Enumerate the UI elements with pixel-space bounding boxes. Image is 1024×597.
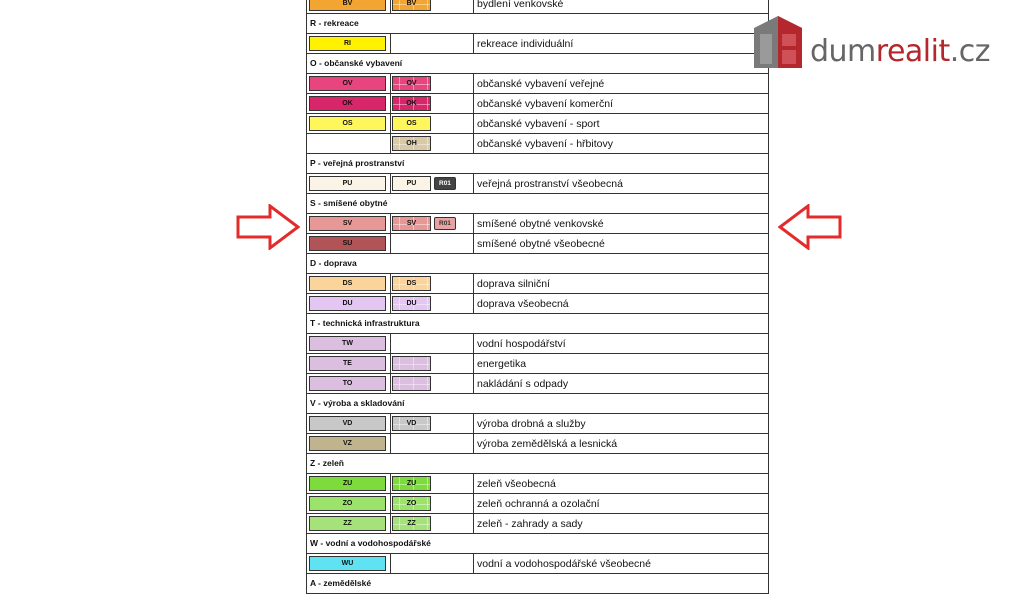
brand-wordmark (810, 34, 990, 69)
code-cell-primary (307, 34, 391, 53)
code-cell-secondary (390, 374, 474, 393)
legend-description: zeleň všeobecná (477, 478, 556, 490)
color-swatch-hatched: SV (392, 216, 431, 231)
code-cell-primary (307, 514, 391, 533)
color-swatch: OV (309, 76, 386, 91)
code-cell-primary (307, 554, 391, 573)
legend-row (307, 34, 768, 54)
code-cell-primary (307, 434, 391, 453)
legend-row (307, 94, 768, 114)
code-cell-secondary (390, 554, 474, 573)
code-cell-primary (307, 0, 391, 13)
section-title: R - rekreace (310, 18, 359, 28)
legend-description: doprava všeobecná (477, 298, 569, 310)
legend-description: bydlení venkovské (477, 0, 564, 10)
legend-description: vodní a vodohospodářské všeobecné (477, 558, 651, 570)
color-swatch: BV (309, 0, 386, 11)
code-cell-secondary (390, 414, 474, 433)
arrow-left-icon (778, 204, 842, 250)
section-title: A - zemědělské (310, 578, 372, 588)
legend-row (307, 234, 768, 254)
color-swatch: TO (309, 376, 386, 391)
code-cell-primary (307, 474, 391, 493)
color-swatch: RI (309, 36, 386, 51)
legend-description: nakládání s odpady (477, 378, 569, 390)
legend-description: zeleň ochranná a ozolační (477, 498, 600, 510)
color-swatch-hatched (392, 376, 431, 391)
code-cell-secondary (390, 274, 474, 293)
color-swatch-hatched: OH (392, 136, 431, 151)
color-swatch-hatched: PU (392, 176, 431, 191)
color-swatch-hatched: OV (392, 76, 431, 91)
code-cell-secondary (390, 174, 474, 193)
legend-description: občanské vybavení - sport (477, 118, 600, 130)
legend-description: rekreace individuální (477, 38, 574, 50)
section-row (307, 534, 768, 554)
color-swatch: ZZ (309, 516, 386, 531)
color-swatch-hatched: ZZ (392, 516, 431, 531)
code-cell-primary (307, 214, 391, 233)
house-logo-icon (752, 14, 804, 70)
brand-part-2: realit (875, 34, 950, 69)
color-swatch: OS (309, 116, 386, 131)
code-cell-secondary (390, 474, 474, 493)
code-cell-secondary (390, 134, 474, 153)
code-cell-secondary (390, 334, 474, 353)
code-cell-secondary (390, 494, 474, 513)
code-cell-primary (307, 234, 391, 253)
code-cell-secondary (390, 514, 474, 533)
color-swatch: VD (309, 416, 386, 431)
code-cell-secondary (390, 294, 474, 313)
color-swatch-hatched: DS (392, 276, 431, 291)
color-swatch: WU (309, 556, 386, 571)
code-cell-primary (307, 354, 391, 373)
color-swatch: OK (309, 96, 386, 111)
legend-description: smíšené obytné venkovské (477, 218, 604, 230)
section-row (307, 314, 768, 334)
code-cell-secondary (390, 74, 474, 93)
legend-description: výroba zemědělská a lesnická (477, 438, 618, 450)
legend-row (307, 0, 768, 14)
legend-description: občanské vybavení - hřbitovy (477, 138, 613, 150)
legend-row (307, 474, 768, 494)
legend-description: vodní hospodářství (477, 338, 566, 350)
color-swatch: DU (309, 296, 386, 311)
arrow-right-icon (236, 204, 300, 250)
legend-row (307, 74, 768, 94)
section-title: P - veřejná prostranství (310, 158, 405, 168)
section-title: S - smíšené obytné (310, 198, 388, 208)
legend-description: smíšené obytné všeobecné (477, 238, 605, 250)
section-row (307, 54, 768, 74)
legend-row (307, 514, 768, 534)
legend-description: občanské vybavení komerční (477, 98, 613, 110)
dumrealit-logo[interactable] (752, 14, 1010, 76)
color-swatch: TW (309, 336, 386, 351)
color-swatch-hatched: OS (392, 116, 431, 131)
section-row (307, 254, 768, 274)
color-swatch: PU (309, 176, 386, 191)
code-cell-secondary (390, 94, 474, 113)
code-cell-primary (307, 494, 391, 513)
section-row (307, 454, 768, 474)
legend-row (307, 214, 768, 234)
code-cell-primary (307, 114, 391, 133)
legend-description: výroba drobná a služby (477, 418, 586, 430)
color-swatch: DS (309, 276, 386, 291)
section-title: O - občanské vybavení (310, 58, 403, 68)
color-swatch: TE (309, 356, 386, 371)
regulation-tag: R01 (434, 217, 456, 230)
legend-row (307, 354, 768, 374)
color-swatch-hatched: OK (392, 96, 431, 111)
section-row (307, 394, 768, 414)
section-row (307, 14, 768, 34)
color-swatch-hatched: ZO (392, 496, 431, 511)
legend-row (307, 174, 768, 194)
brand-part-3: .cz (949, 34, 991, 69)
section-row (307, 154, 768, 174)
code-cell-primary (307, 374, 391, 393)
color-swatch-hatched: ZU (392, 476, 431, 491)
color-swatch-hatched: DU (392, 296, 431, 311)
code-cell-secondary (390, 234, 474, 253)
legend-description: zeleň - zahrady a sady (477, 518, 583, 530)
legend-row (307, 134, 768, 154)
section-row (307, 574, 768, 594)
code-cell-primary (307, 274, 391, 293)
legend-description: doprava silniční (477, 278, 550, 290)
code-cell-secondary (390, 34, 474, 53)
color-swatch-hatched: BV (392, 0, 431, 11)
color-swatch-hatched (392, 356, 431, 371)
section-title: Z - zeleň (310, 458, 345, 468)
legend-table (306, 0, 769, 594)
legend-row (307, 334, 768, 354)
section-row (307, 194, 768, 214)
legend-row (307, 554, 768, 574)
code-cell-primary (307, 414, 391, 433)
color-swatch: SV (309, 216, 386, 231)
legend-row (307, 374, 768, 394)
color-swatch: VZ (309, 436, 386, 451)
code-cell-secondary (390, 114, 474, 133)
code-cell-primary (307, 74, 391, 93)
legend-row (307, 434, 768, 454)
legend-row (307, 114, 768, 134)
code-cell-primary (307, 294, 391, 313)
legend-description: veřejná prostranství všeobecná (477, 178, 623, 190)
legend-row (307, 494, 768, 514)
code-cell-secondary (390, 214, 474, 233)
color-swatch-hatched: VD (392, 416, 431, 431)
legend-description: občanské vybavení veřejné (477, 78, 605, 90)
code-cell-primary (307, 334, 391, 353)
legend-description: energetika (477, 358, 527, 370)
section-title: V - výroba a skladování (310, 398, 405, 408)
code-cell-secondary (390, 0, 474, 13)
section-title: W - vodní a vodohospodářské (310, 538, 431, 548)
legend-row (307, 274, 768, 294)
section-title: T - technická infrastruktura (310, 318, 420, 328)
color-swatch: SU (309, 236, 386, 251)
regulation-tag: R01 (434, 177, 456, 190)
code-cell-secondary (390, 434, 474, 453)
legend-row (307, 414, 768, 434)
color-swatch: ZO (309, 496, 386, 511)
brand-part-1: dum (810, 34, 876, 69)
code-cell-primary (307, 174, 391, 193)
code-cell-secondary (390, 354, 474, 373)
code-cell-primary (307, 94, 391, 113)
code-cell-primary (307, 134, 391, 153)
color-swatch: ZU (309, 476, 386, 491)
section-title: D - doprava (310, 258, 357, 268)
legend-row (307, 294, 768, 314)
